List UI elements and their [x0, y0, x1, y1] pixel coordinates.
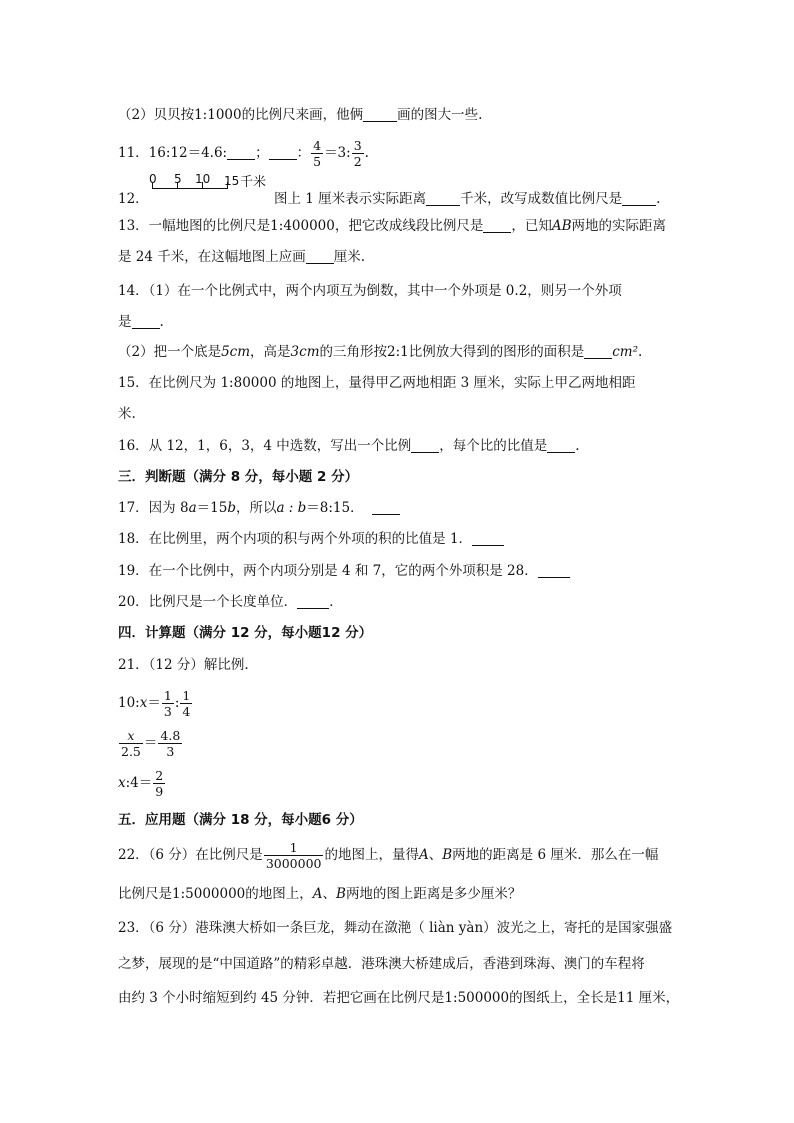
numerator: x	[119, 728, 143, 744]
text: 15．在比例尺为 1:80000 的地图上，量得甲乙两地相距 3 厘米，实际上甲乙两地相距	[118, 375, 636, 391]
question-17	[118, 499, 400, 517]
question-10-part-2	[118, 106, 482, 124]
answer-blank[interactable]	[483, 218, 511, 233]
text: 19．在一个比例中，两个内项分别是 4 和 7，它的两个外项积是 28．	[118, 563, 538, 579]
variable: x	[118, 775, 126, 791]
denominator: 3000000	[265, 856, 322, 871]
text: 14．（1）在一个比例式中，两个内项互为倒数，其中一个外项是 0.2，则另一个外项	[118, 283, 622, 299]
text: ＝8:15．	[306, 500, 364, 516]
text: 22．（6 分）在比例尺是	[118, 847, 263, 863]
text: ＝	[147, 695, 161, 711]
line-scale	[148, 174, 266, 196]
text: 之梦，展现的是“中国道路”的精彩卓越．港珠澳大桥建成后，香港到珠海、澳门的车程将	[118, 956, 645, 972]
numerator: 1	[182, 688, 191, 703]
numerator: 3	[353, 138, 362, 153]
variable: B	[336, 886, 346, 902]
fraction	[162, 688, 174, 719]
text: 是	[118, 314, 132, 330]
numerator: 4	[313, 138, 322, 153]
question-13-line-2	[118, 248, 365, 266]
question-22-line-2	[118, 885, 521, 903]
question-12-number	[118, 190, 149, 208]
text: 两地的实际距离	[571, 218, 667, 234]
text: 比例尺是1:5000000的地图上，	[118, 886, 313, 902]
answer-blank[interactable]	[363, 107, 397, 122]
denominator: 9	[155, 784, 164, 799]
text: .	[638, 344, 643, 360]
scale-unit: 千米	[240, 175, 267, 190]
ratio-expression: a : b	[276, 500, 307, 516]
text: 画的图大一些.	[397, 107, 483, 123]
numerator: 1	[163, 688, 172, 703]
text: .	[575, 438, 580, 454]
scale-label: 5	[174, 172, 182, 186]
text: 图上 1 厘米表示实际距离	[274, 191, 427, 207]
text: :	[174, 695, 180, 711]
text: .	[656, 191, 661, 207]
denominator: 4	[182, 704, 191, 719]
text: :4＝	[125, 775, 153, 791]
scale-bar	[152, 188, 228, 189]
variable: x	[139, 695, 148, 711]
numerator: 1	[264, 840, 324, 856]
denominator: 2.5	[121, 744, 141, 759]
equation-3	[118, 766, 166, 800]
scale-label: 0	[149, 172, 157, 186]
text: ＝3:	[324, 145, 351, 161]
text: 18．在比例里，两个内项的积与两个外项的积的比值是 1．	[118, 531, 473, 547]
answer-blank[interactable]	[372, 500, 400, 515]
equation-1	[118, 686, 193, 720]
heading: 三．判断题（满分 8 分，每小题 2 分）	[118, 469, 359, 485]
question-14-line-2	[118, 313, 164, 331]
measure: 3cm	[290, 344, 320, 360]
answer-blank[interactable]	[472, 531, 504, 546]
question-15-line-2	[118, 405, 136, 423]
question-18	[118, 530, 504, 548]
fraction	[180, 688, 192, 719]
section-heading-calculation	[118, 624, 372, 642]
denominator: 5	[313, 154, 322, 169]
fraction	[352, 138, 364, 169]
variable: a	[188, 500, 197, 516]
question-22-line-1	[118, 838, 658, 872]
text: 21．（12 分）解比例.	[118, 657, 249, 673]
answer-blank[interactable]	[227, 145, 255, 160]
variable: AB	[551, 218, 572, 234]
text: 由约 3 个小时缩短到约 45 分钟．若把它画在比例尺是1:500000的图纸上，全长是11 厘米，	[118, 990, 680, 1006]
answer-blank[interactable]	[622, 191, 656, 206]
text: 12．	[118, 191, 149, 207]
text: （2）把一个底是	[118, 344, 222, 360]
question-14-part-2	[118, 343, 642, 361]
heading: 四．计算题（满分 12 分，每小题12 分）	[118, 625, 373, 641]
text: 20．比例尺是一个长度单位．	[118, 594, 298, 610]
text: 两地的图上距离是多少厘米？	[345, 886, 522, 902]
text: .	[159, 314, 164, 330]
text: 两地的距离是 6 厘米．那么在一幅	[452, 847, 659, 863]
denominator: 3	[163, 704, 172, 719]
answer-blank[interactable]	[547, 438, 575, 453]
question-11	[118, 138, 369, 169]
fraction	[311, 138, 323, 169]
text: 厘米.	[333, 249, 366, 265]
variable: b	[227, 500, 236, 516]
text: 、	[322, 886, 337, 902]
text: 11．16:12＝4.6:	[118, 145, 228, 161]
section-heading-judgement	[118, 468, 358, 486]
text: 米.	[118, 406, 136, 422]
answer-blank[interactable]	[584, 344, 612, 359]
text: ，高是	[250, 344, 291, 360]
question-20	[118, 593, 343, 611]
variable: A	[418, 847, 429, 863]
denominator: 3	[166, 744, 175, 759]
variable: A	[312, 886, 323, 902]
text: 17．因为 8	[118, 500, 189, 516]
answer-blank[interactable]	[411, 438, 439, 453]
fraction	[153, 768, 165, 799]
text: 的三角形按2:1比例放大得到的图形的面积是	[319, 344, 585, 360]
text: （2）贝贝按1:1000的比例尺来画，他俩	[118, 107, 364, 123]
question-13-line-1	[118, 217, 666, 235]
fraction	[119, 728, 143, 759]
text: 、	[428, 847, 443, 863]
fraction	[158, 728, 182, 759]
scale-label: 10	[195, 172, 211, 186]
section-heading-application	[118, 811, 363, 829]
text: 的地图上，量得	[324, 847, 419, 863]
text: 10:	[118, 695, 140, 711]
text: ：	[296, 145, 311, 161]
text: ，已知	[511, 218, 552, 234]
question-21	[118, 656, 249, 674]
answer-blank[interactable]	[269, 145, 297, 160]
text: ＝15	[196, 500, 228, 516]
variable: B	[442, 847, 453, 863]
answer-blank[interactable]	[538, 563, 570, 578]
question-14-line-1	[118, 282, 622, 300]
numerator: 2	[155, 768, 164, 783]
text: 16．从 12，1，6，3，4 中选数，写出一个比例	[118, 438, 412, 454]
numerator: 4.8	[160, 728, 181, 743]
question-23-line-1	[118, 919, 672, 937]
answer-blank[interactable]	[297, 594, 329, 609]
question-19	[118, 562, 570, 580]
text: 13．一幅地图的比例尺是1:400000，把它改成线段比例尺是	[118, 218, 484, 234]
answer-blank[interactable]	[306, 249, 334, 264]
text: 千米，改写成数值比例尺是	[460, 191, 623, 207]
answer-blank[interactable]	[426, 191, 460, 206]
answer-blank[interactable]	[132, 314, 160, 329]
question-15-line-1	[118, 374, 636, 392]
question-16	[118, 437, 580, 455]
text: 23．（6 分）港珠澳大桥如一条巨龙，舞动在潋滟（ liàn yàn）波光之上，寄托的是国家强盛	[118, 920, 673, 936]
scale-label: 15	[224, 174, 240, 188]
text: ．	[329, 594, 343, 610]
text: ；	[255, 145, 269, 161]
text: 是 24 千米，在这幅地图上应画	[118, 249, 306, 265]
measure: 5cm	[221, 344, 251, 360]
fraction	[264, 840, 324, 871]
heading: 五．应用题（满分 18 分，每小题6 分）	[118, 812, 363, 828]
text: ，每个比的比值是	[439, 438, 548, 454]
unit: cm²	[612, 344, 639, 360]
equation-2	[118, 726, 183, 760]
question-23-line-2	[118, 955, 645, 973]
text: ＝	[143, 735, 158, 751]
text: ，所以	[235, 500, 277, 516]
question-23-line-3	[118, 989, 679, 1007]
text: .	[364, 145, 369, 161]
question-12	[274, 190, 660, 208]
denominator: 2	[353, 154, 362, 169]
